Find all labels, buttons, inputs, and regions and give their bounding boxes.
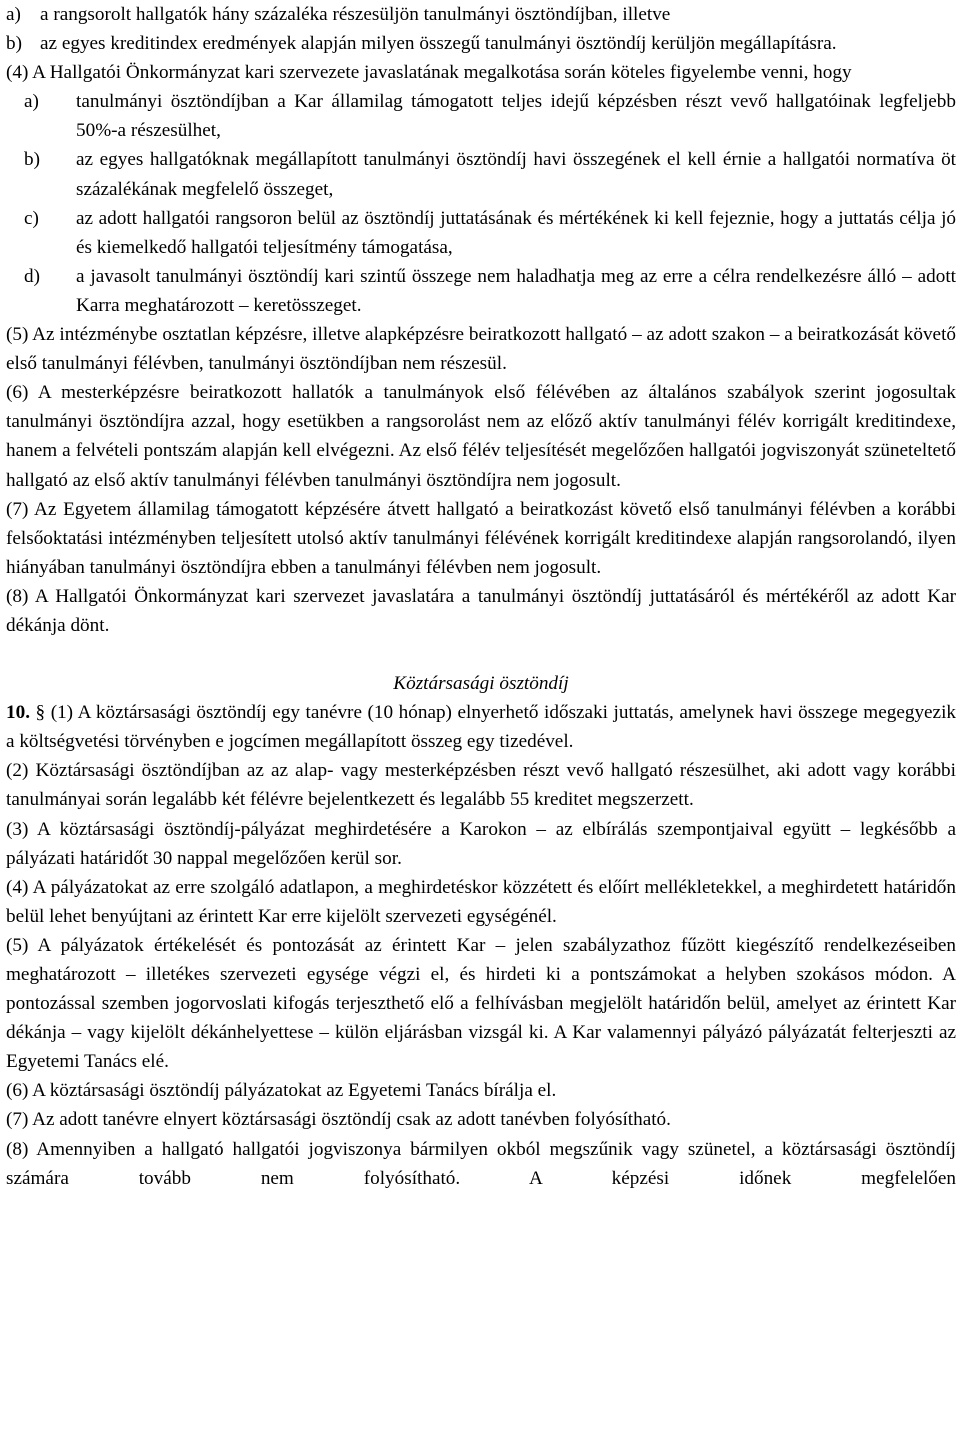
section-sign: § [35,702,46,724]
list-marker: d) [24,265,40,287]
list-marker: b) [6,33,22,55]
list-item [6,204,956,262]
list-marker: c) [24,207,39,229]
section-number: 10. [6,702,30,724]
list-item [6,262,956,320]
section-10-paragraph-6: (6) A köztársasági ösztöndíj pályázatokat az Egyetemi Tanács bírálja el. [6,1080,557,1102]
section-10-paragraph-8: (8) Amennyiben a hallgató hallgatói jogviszonya bármilyen okból megszűnik vagy szünetel, a köztársasági ösztöndíj számára tovább nem folyósítható. A képzési időnek megfelelően [6,1138,956,1189]
list-text: az egyes kreditindex eredmények alapján milyen összegű tanulmányi ösztöndíj kerüljön megállapításra. [40,33,837,55]
section-10-paragraph-4: (4) A pályázatokat az erre szolgáló adatlapon, a meghirdetéskor közzétett és előírt mellékletekkel, a meghirdetett határidőn belül lehet benyújtani az érintett Kar erre kijelölt szervezeti egységénél. [6,876,956,927]
section-10-paragraph-1 [6,698,956,756]
list-item [6,29,956,58]
list-item [6,145,956,203]
section-heading: Köztársasági ösztöndíj [393,673,569,695]
section-10-paragraph-5: (5) A pályázatok értékelését és pontozását az érintett Kar – jelen szabályzathoz fűzött kiegészítő rendelkezéseiben meghatározott – illetékes szervezeti egysége végzi el, és hirdeti ki a pontszámokat a helyben szokásos módon. A pontozással szemben jogorvoslati kifogás terjeszthető elő a felhívásban megjelölt határidőn belül, amelyet az érintett Kar dékánja – vagy kijelölt dékánhelyettese – külön eljárásban vizsgál ki. A Kar valamennyi pályázó pályázatát felterjeszti az Egyetemi Tanács elé. [6,934,956,1073]
paragraph-8: (8) A Hallgatói Önkormányzat kari szervezet javaslatára a tanulmányi ösztöndíj juttatásáról és mértékéről az adott Kar dékánja dönt. [6,585,956,636]
list-marker: a) [6,4,21,25]
list-text: tanulmányi ösztöndíjban a Kar államilag támogatott teljes idejű képzésben részt vevő hallgatóinak legfeljebb 50%-a részesülhet, [76,91,956,142]
section-1-text: (1) A köztársasági ösztöndíj egy tanévre (10 hónap) elnyerhető időszaki juttatás, amelynek havi összege megegyezik a költségvetési törvényben e jogcímen megállapított összeg egy tizedével. [6,702,956,753]
list-text: a javasolt tanulmányi ösztöndíj kari szintű összege nem haladhatja meg az erre a célra rendelkezésre álló – adott Karra meghatározott – keretösszeget. [76,265,956,316]
section-10-paragraph-2: (2) Köztársasági ösztöndíjban az az alap- vagy mesterképzésben részt vevő hallgató részesülhet, aki adott vagy korábbi tanulmányai során legalább két félévre bejelentkezett és legalább 55 kreditet megszerzett. [6,760,956,811]
document-page [6,0,956,1193]
paragraph-5: (5) Az intézménybe osztatlan képzésre, illetve alapképzésre beiratkozott hallgató – az adott szakon – a beiratkozását követő első tanulmányi félévben, tanulmányi ösztöndíjban nem részesül. [6,324,956,375]
list-marker: a) [24,91,39,113]
list-text: az egyes hallgatóknak megállapított tanulmányi ösztöndíj havi összegének el kell érnie a hallgatói normatíva öt százalékának megfelelő összeget, [76,149,956,200]
section-10-paragraph-7: (7) Az adott tanévre elnyert köztársasági ösztöndíj csak az adott tanévben folyósítható. [6,1109,671,1131]
paragraph-4: (4) A Hallgatói Önkormányzat kari szervezete javaslatának megalkotása során köteles figyelembe venni, hogy [6,62,852,84]
list-text: az adott hallgatói rangsoron belül az ösztöndíj juttatásának és mértékének ki kell fejeznie, hogy a juttatás célja jó és kiemelkedő hallgatói teljesítmény támogatása, [76,207,956,258]
list-item [6,0,956,29]
list-text: a rangsorolt hallgatók hány százaléka részesüljön tanulmányi ösztöndíjban, illetve [40,4,671,25]
list-marker: b) [24,149,40,171]
paragraph-7: (7) Az Egyetem államilag támogatott képzésére átvett hallgató a beiratkozást követő első tanulmányi félévben a korábbi felsőoktatási intézményben teljesített utolsó aktív tanulmányi félévének korrigált kreditindexe alapján rangsorolandó, ilyen hiányában tanulmányi ösztöndíjra ebben a tanulmányi félévben nem jogosult. [6,498,956,578]
paragraph-6: (6) A mesterképzésre beiratkozott hallatók a tanulmányok első félévében az általános szabályok szerint jogosultak tanulmányi ösztöndíjra azzal, hogy esetükben a rangsorolást nem az előző aktív tanulmányi félév korrigált kreditindexe, hanem a felvételi pontszám alapján kell elvégezni. Az első félév teljesítését megelőzően hallgatói jogviszonyát szüneteltető hallgató az első aktív tanulmányi félévben tanulmányi ösztöndíjra nem jogosult. [6,382,956,491]
list-item [6,87,956,145]
section-10-paragraph-3: (3) A köztársasági ösztöndíj-pályázat meghirdetésére a Karokon – az elbírálás szempontjaival együtt – legkésőbb a pályázati határidőt 30 nappal megelőzően kerül sor. [6,818,956,869]
